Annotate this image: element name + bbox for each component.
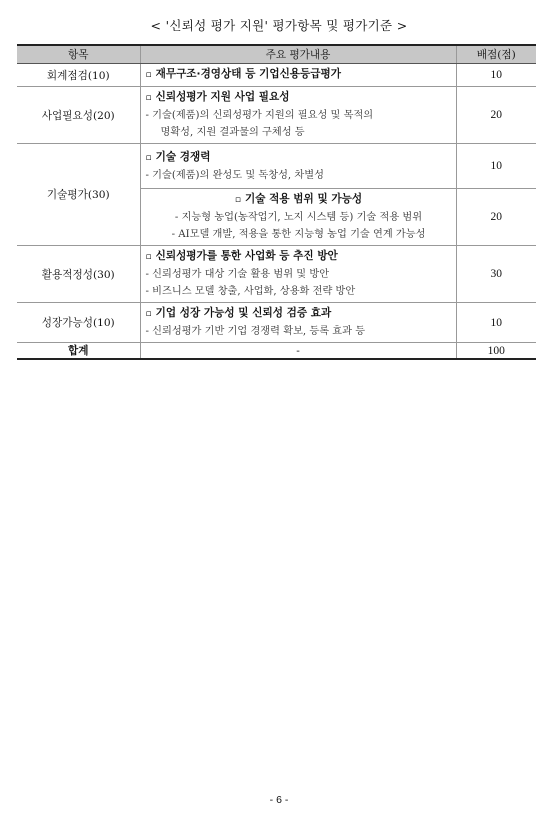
category-cell: 회계점검(10) — [17, 64, 140, 87]
item-heading: ▫ 기술 적용 범위 및 가능성 — [234, 193, 363, 205]
total-row — [17, 343, 536, 360]
square-bullet-icon: ▫ — [145, 252, 152, 262]
item-heading: ▫ 기업 성장 가능성 및 신뢰성 검증 효과 — [145, 307, 332, 319]
detail-line: - 신뢰성평가 기반 기업 경쟁력 확보, 등록 효과 등 — [145, 326, 366, 337]
score-cell: 10 — [456, 303, 536, 343]
table-header-row — [17, 45, 536, 64]
page-title: < '신뢰성 평가 지원' 평가항목 및 평가기준 > — [150, 18, 408, 33]
header-score: 배점(점) — [456, 45, 536, 64]
table-row — [17, 303, 536, 343]
content-cell — [140, 144, 456, 189]
category-cell: 성장가능성(10) — [17, 303, 140, 343]
detail-line: - 비즈니스 모델 창출, 사업화, 상용화 전략 방안 — [145, 286, 356, 297]
table-row — [17, 246, 536, 303]
content-cell — [140, 87, 456, 144]
detail-line: - 신뢰성평가 대상 기술 활용 범위 및 방안 — [145, 269, 330, 280]
content-cell — [140, 246, 456, 303]
score-cell: 10 — [456, 144, 536, 189]
item-heading: ▫ 신뢰성평가 지원 사업 필요성 — [145, 91, 290, 103]
item-heading: ▫ 재무구조·경영상태 등 기업신용등급평가 — [145, 68, 341, 80]
detail-line: - 기술(제품)의 신뢰성평가 지원의 필요성 및 목적의 — [145, 110, 374, 121]
header-category: 항목 — [17, 45, 140, 64]
content-cell — [140, 303, 456, 343]
table-row — [17, 64, 536, 87]
header-content: 주요 평가내용 — [140, 45, 456, 64]
square-bullet-icon: ▫ — [145, 309, 152, 319]
detail-line: 명확성, 지원 결과물의 구체성 등 — [160, 127, 305, 138]
detail-line: - 기술(제품)의 완성도 및 독창성, 차별성 — [145, 169, 324, 181]
total-content: - — [140, 343, 456, 360]
table-row — [17, 144, 536, 189]
square-bullet-icon: ▫ — [234, 195, 241, 205]
category-cell: 활용적정성(30) — [17, 246, 140, 303]
score-cell: 10 — [456, 64, 536, 87]
square-bullet-icon: ▫ — [145, 152, 152, 163]
item-heading: ▫ 기술 경쟁력 — [145, 150, 211, 163]
table-row — [17, 87, 536, 144]
score-cell: 30 — [456, 246, 536, 303]
score-cell: 20 — [456, 87, 536, 144]
total-label: 합계 — [17, 343, 140, 360]
detail-line: - 지능형 농업(농작업기, 노지 시스템 등) 기술 적용 범위 — [174, 212, 423, 223]
content-cell — [140, 64, 456, 87]
score-cell: 20 — [456, 189, 536, 246]
page-number: - 6 - — [269, 794, 289, 806]
category-cell: 기술평가(30) — [17, 144, 140, 246]
detail-line: - AI모델 개발, 적용을 통한 지능형 농업 기술 연계 가능성 — [171, 229, 426, 240]
square-bullet-icon: ▫ — [145, 93, 152, 103]
evaluation-table — [17, 44, 536, 360]
category-cell: 사업필요성(20) — [17, 87, 140, 144]
item-heading: ▫ 신뢰성평가를 통한 사업화 등 추진 방안 — [145, 250, 338, 262]
total-score: 100 — [456, 343, 536, 360]
square-bullet-icon: ▫ — [145, 70, 152, 80]
content-cell — [140, 189, 456, 246]
